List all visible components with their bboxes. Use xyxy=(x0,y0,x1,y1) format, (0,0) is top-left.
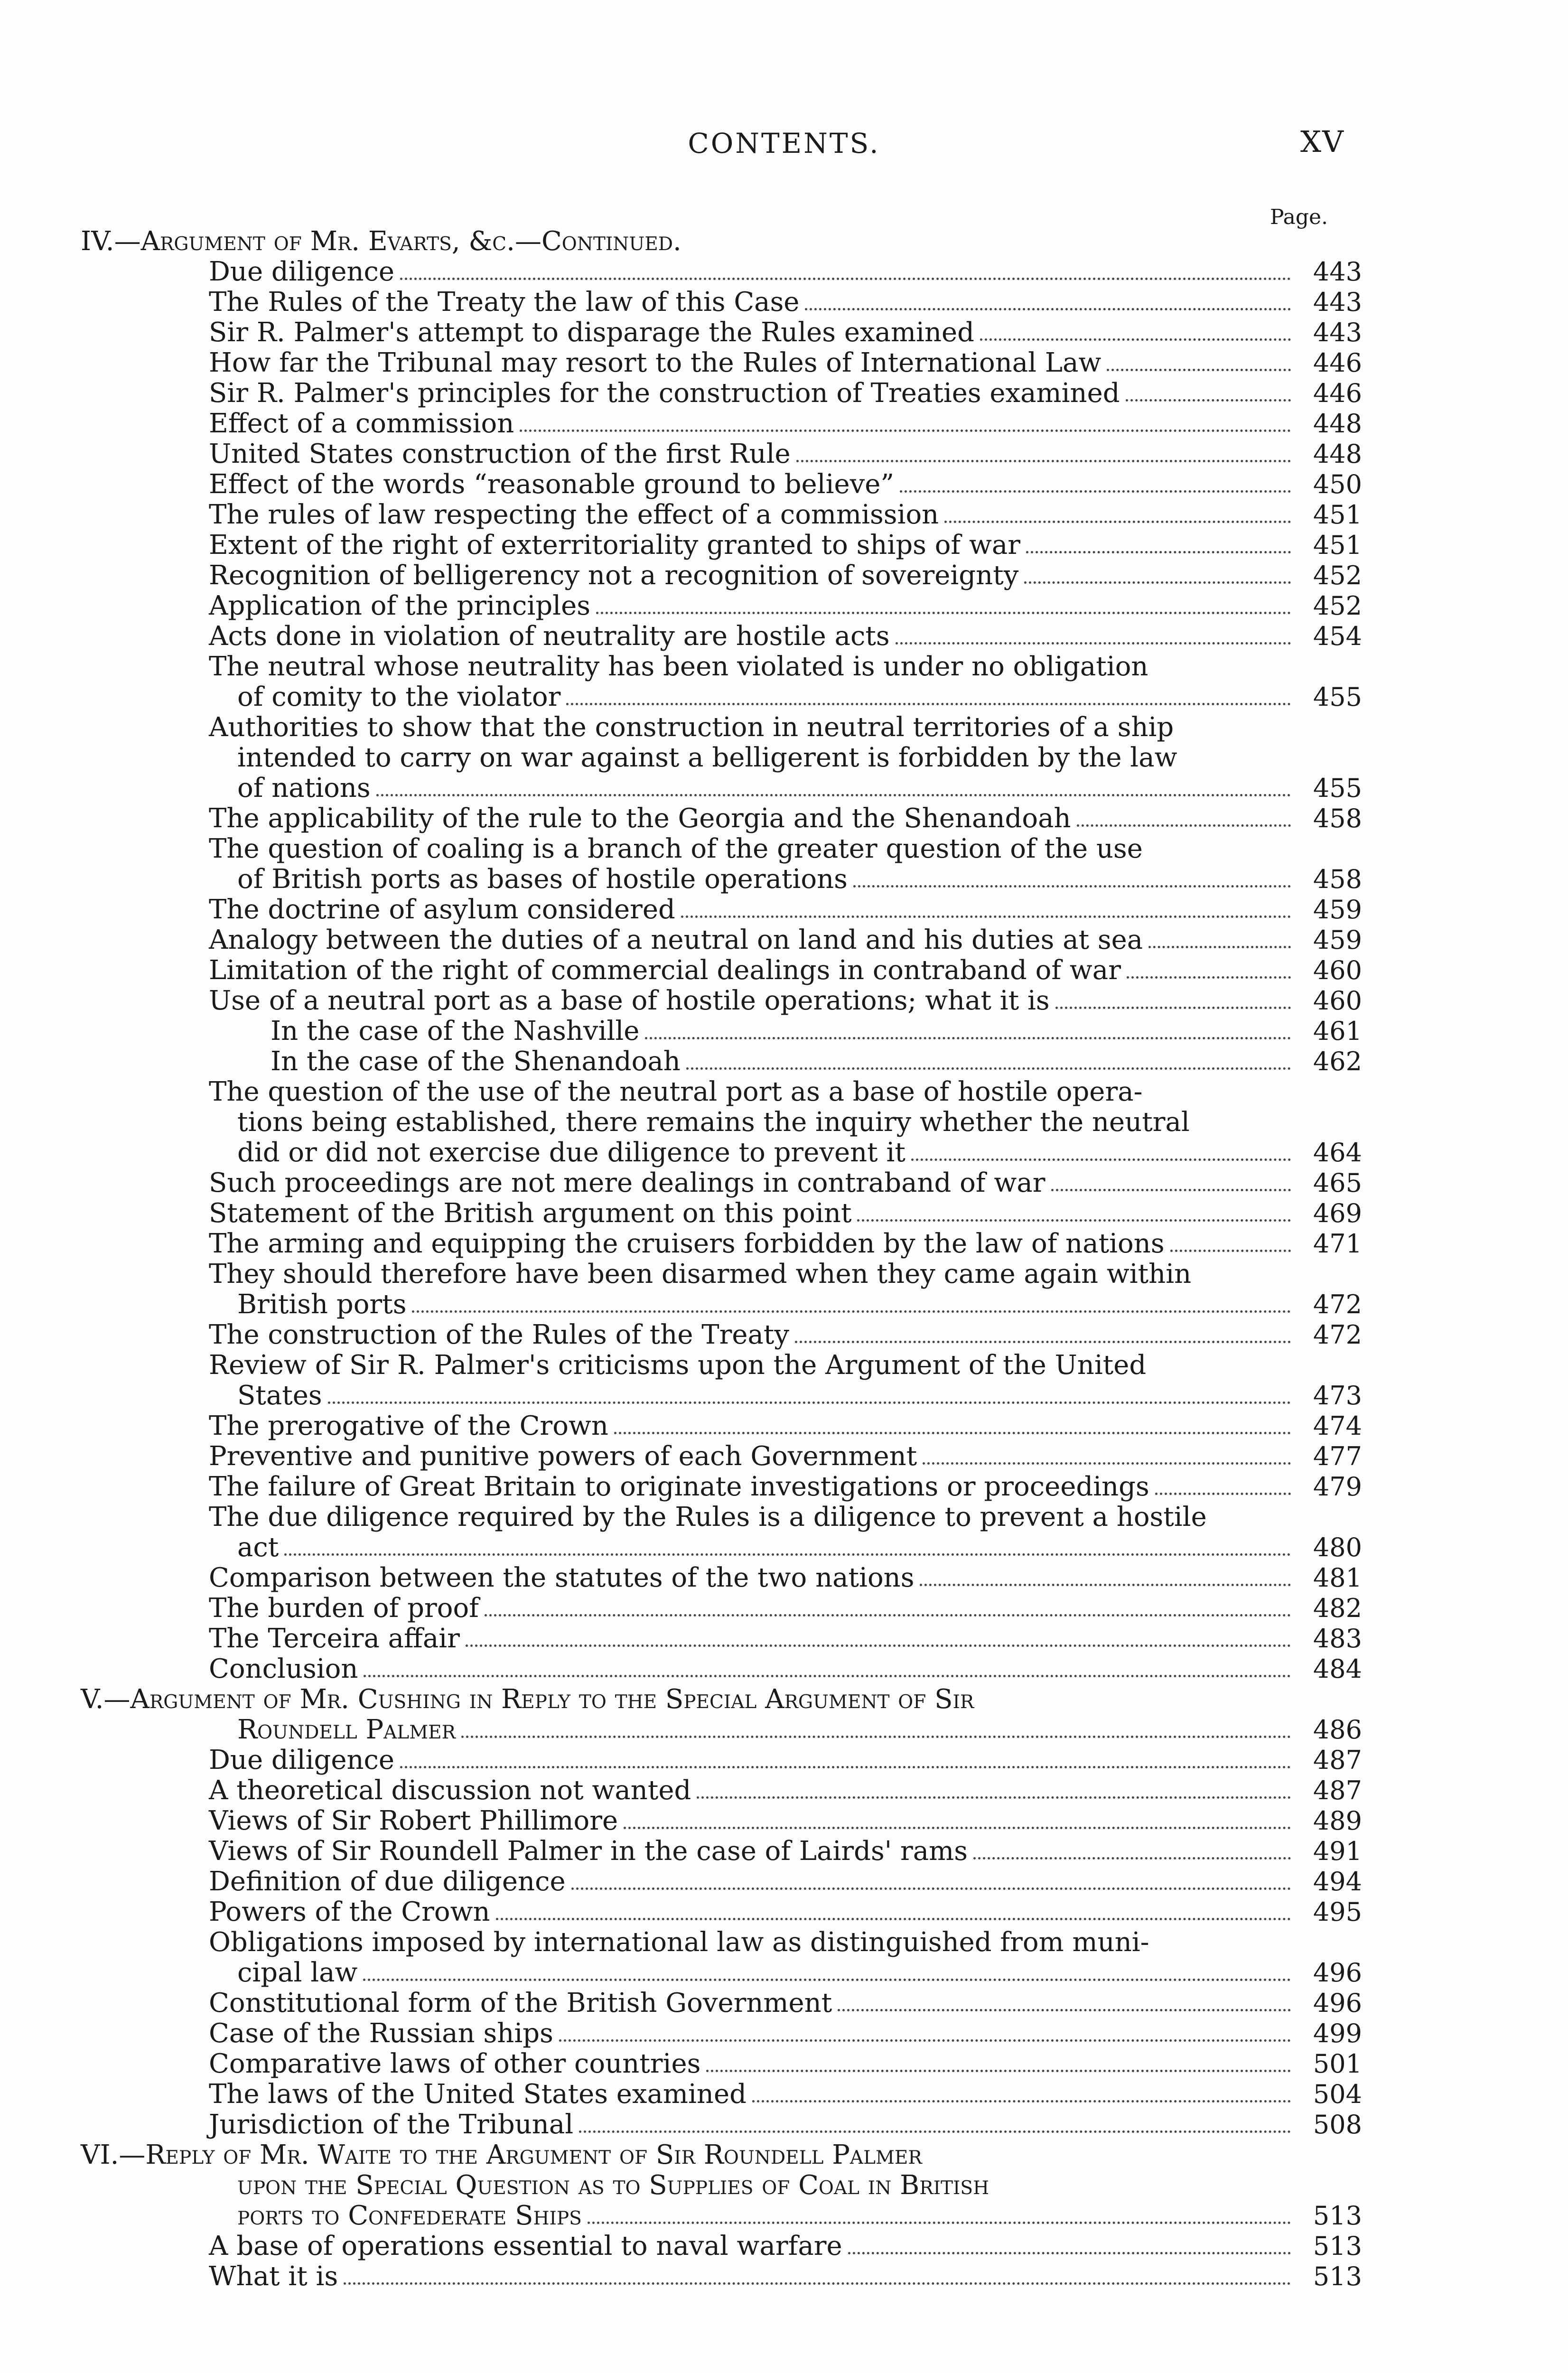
toc-page-number: 446 xyxy=(1313,378,1362,408)
dot-leader xyxy=(1051,1189,1291,1191)
toc-page-number: 459 xyxy=(1313,895,1362,925)
toc-page-number: 448 xyxy=(1313,439,1362,469)
toc-page-number: 496 xyxy=(1313,1988,1362,2018)
toc-page-number: 451 xyxy=(1313,530,1362,560)
toc-entry-text: British ports xyxy=(237,1289,407,1320)
toc-entry-text: Powers of the Crown xyxy=(209,1897,490,1927)
dot-leader xyxy=(645,1037,1291,1039)
toc-entry xyxy=(81,2110,1362,2139)
toc-entry-text: Statement of the British argument on this point xyxy=(209,1198,852,1229)
toc-entry xyxy=(81,1077,1362,1107)
dot-leader xyxy=(1126,399,1291,402)
dot-leader xyxy=(1107,369,1291,371)
page-number-roman: XV xyxy=(1300,124,1344,159)
toc-entry xyxy=(81,834,1362,864)
toc-entry xyxy=(81,288,1362,317)
toc-entry-text: Preventive and punitive powers of each Government xyxy=(209,1441,917,1472)
dot-leader xyxy=(1155,1493,1291,1495)
toc-entry-text: The applicability of the rule to the Georgia and the Shenandoah xyxy=(209,803,1071,834)
dot-leader xyxy=(376,794,1291,796)
toc-page-number: 460 xyxy=(1313,955,1362,985)
toc-entry-text: The laws of the United States examined xyxy=(209,2079,747,2110)
toc-page-number: 461 xyxy=(1313,1016,1362,1046)
toc-page-number: 471 xyxy=(1313,1229,1362,1259)
toc-page-number: 452 xyxy=(1313,591,1362,621)
toc-entry xyxy=(81,257,1362,287)
toc-entry-text: Obligations imposed by international law as distinguished from muni- xyxy=(209,1927,1149,1958)
toc-page-number: 480 xyxy=(1313,1532,1362,1562)
toc-entry xyxy=(81,1806,1362,1836)
toc-entry xyxy=(81,1442,1362,1471)
dot-leader xyxy=(588,2222,1291,2224)
dot-leader xyxy=(328,1401,1291,1404)
dot-leader xyxy=(571,1887,1291,1890)
dot-leader xyxy=(1170,1250,1291,1252)
dot-leader xyxy=(1148,946,1291,948)
toc-entry-text: The question of the use of the neutral port as a base of hostile opera- xyxy=(209,1076,1143,1107)
toc-page-number: 483 xyxy=(1313,1624,1362,1654)
dot-leader xyxy=(520,430,1291,432)
toc-entry xyxy=(81,348,1362,378)
toc-entry xyxy=(81,895,1362,925)
dot-leader xyxy=(857,1219,1291,1222)
dot-leader xyxy=(614,1432,1291,1434)
toc-entry-text: did or did not exercise due diligence to prevent it xyxy=(237,1137,905,1168)
toc-page-number: 474 xyxy=(1313,1411,1362,1441)
toc-entry-text: Case of the Russian ships xyxy=(209,2018,553,2049)
toc-page-number: 486 xyxy=(1313,1715,1362,1745)
dot-leader xyxy=(363,1979,1291,1981)
toc-page-number: 469 xyxy=(1313,1198,1362,1228)
dot-leader xyxy=(1077,824,1291,827)
toc-page-number: 477 xyxy=(1313,1441,1362,1471)
toc-page-number: 501 xyxy=(1313,2049,1362,2079)
toc-entry xyxy=(81,1229,1362,1259)
dot-leader xyxy=(496,1918,1291,1920)
toc-entry xyxy=(81,1168,1362,1198)
toc-entry xyxy=(81,865,1362,894)
toc-page-number: 499 xyxy=(1313,2018,1362,2048)
toc-entry-text: of comity to the violator xyxy=(237,682,561,712)
dot-leader xyxy=(795,1341,1291,1343)
dot-leader xyxy=(364,1675,1291,1677)
toc-entry-text: Jurisdiction of the Tribunal xyxy=(209,2109,574,2140)
toc-entry xyxy=(81,743,1362,773)
toc-page-number: 452 xyxy=(1313,561,1362,590)
toc-entry-text: The rules of law respecting the effect of a commission xyxy=(209,499,939,530)
toc-entry xyxy=(81,1199,1362,1228)
toc-page-number: 479 xyxy=(1313,1472,1362,1502)
toc-entry-text: V.—Argument of Mr. Cushing in Reply to the Special Argument of Sir xyxy=(81,1684,974,1715)
toc-entry-text: The Rules of the Treaty the law of this Case xyxy=(209,287,800,318)
dot-leader xyxy=(920,1584,1291,1586)
toc-entry xyxy=(81,1047,1362,1076)
toc-entry-text: Application of the principles xyxy=(209,590,590,621)
toc-entry xyxy=(81,713,1362,742)
toc-page-number: 487 xyxy=(1313,1745,1362,1775)
toc-entry-text: A theoretical discussion not wanted xyxy=(209,1775,691,1806)
dot-leader xyxy=(596,612,1291,614)
toc-entry xyxy=(81,804,1362,833)
toc-section-heading xyxy=(81,227,1362,256)
toc-entry-text: The neutral whose neutrality has been violated is under no obligation xyxy=(209,651,1148,682)
dot-leader xyxy=(805,308,1291,310)
toc-page-number: 472 xyxy=(1313,1289,1362,1319)
toc-page-number: 443 xyxy=(1313,257,1362,287)
toc-page-number: 482 xyxy=(1313,1593,1362,1623)
toc-entry xyxy=(81,925,1362,955)
toc-entry xyxy=(81,470,1362,499)
dot-leader xyxy=(911,1158,1291,1161)
table-of-contents xyxy=(81,227,1362,2292)
toc-page-number: 513 xyxy=(1313,2231,1362,2261)
toc-page-number: 495 xyxy=(1313,1897,1362,1927)
dot-leader xyxy=(559,2039,1291,2042)
toc-page-number: 455 xyxy=(1313,773,1362,803)
toc-page-number: 443 xyxy=(1313,287,1362,317)
dot-leader xyxy=(461,1736,1291,1738)
toc-entry xyxy=(81,1381,1362,1411)
toc-entry-text: Effect of the words “reasonable ground to believe” xyxy=(209,469,895,500)
toc-page-number: 472 xyxy=(1313,1320,1362,1350)
toc-entry-text: IV.—Argument of Mr. Evarts, &c.—Continued. xyxy=(81,226,681,257)
toc-entry-text: The doctrine of asylum considered xyxy=(209,894,675,925)
toc-entry xyxy=(81,1320,1362,1350)
dot-leader xyxy=(752,2100,1291,2102)
toc-entry xyxy=(81,2171,1362,2200)
toc-entry-text: Such proceedings are not mere dealings in contraband of war xyxy=(209,1168,1045,1198)
toc-entry xyxy=(81,2201,1362,2231)
toc-page-number: 450 xyxy=(1313,469,1362,499)
toc-entry-text: Use of a neutral port as a base of hostile operations; what it is xyxy=(209,985,1050,1016)
page-column-label: Page. xyxy=(1270,205,1328,229)
toc-entry xyxy=(81,409,1362,439)
toc-entry xyxy=(81,439,1362,469)
toc-entry-text: Definition of due diligence xyxy=(209,1866,566,1897)
dot-leader xyxy=(400,1766,1291,1768)
toc-entry xyxy=(81,1260,1362,1289)
toc-entry-text: In the case of the Nashville xyxy=(271,1016,640,1046)
toc-entry-text: Limitation of the right of commercial dealings in contraband of war xyxy=(209,955,1121,986)
toc-entry-text: upon the Special Question as to Supplies of Coal in British xyxy=(237,2170,989,2201)
dot-leader xyxy=(848,2252,1291,2254)
toc-entry-text: States xyxy=(237,1380,322,1411)
toc-page-number: 487 xyxy=(1313,1775,1362,1805)
toc-entry xyxy=(81,986,1362,1016)
toc-page-number: 459 xyxy=(1313,925,1362,955)
toc-page-number: 448 xyxy=(1313,409,1362,439)
toc-page-number: 496 xyxy=(1313,1958,1362,1988)
toc-entry xyxy=(81,956,1362,985)
toc-entry xyxy=(81,561,1362,590)
toc-entry xyxy=(81,1746,1362,1775)
toc-entry xyxy=(81,1503,1362,1532)
toc-entry xyxy=(81,318,1362,347)
dot-leader xyxy=(344,2282,1291,2285)
toc-entry-text: of nations xyxy=(237,773,371,803)
toc-entry-text: A base of operations essential to naval warfare xyxy=(209,2231,842,2261)
dot-leader xyxy=(412,1310,1291,1313)
toc-entry xyxy=(81,1897,1362,1927)
toc-page-number: 513 xyxy=(1313,2261,1362,2291)
toc-page-number: 489 xyxy=(1313,1806,1362,1836)
toc-entry-text: cipal law xyxy=(237,1957,358,1988)
dot-leader xyxy=(681,916,1291,918)
toc-page-number: 446 xyxy=(1313,348,1362,378)
dot-leader xyxy=(1024,581,1291,584)
toc-entry xyxy=(81,2262,1362,2291)
toc-entry-text: Review of Sir R. Palmer's criticisms upon the Argument of the United xyxy=(209,1350,1147,1381)
toc-entry-text: The construction of the Rules of the Treaty xyxy=(209,1319,790,1350)
toc-entry-text: act xyxy=(237,1532,279,1563)
toc-entry-text: Authorities to show that the construction in neutral territories of a ship xyxy=(209,712,1174,743)
toc-entry xyxy=(81,1533,1362,1562)
toc-page-number: 458 xyxy=(1313,864,1362,894)
dot-leader xyxy=(706,2070,1291,2072)
toc-entry xyxy=(81,2019,1362,2048)
toc-entry-text: Extent of the right of exterritoriality granted to ships of war xyxy=(209,530,1021,561)
toc-section-heading xyxy=(81,1685,1362,1714)
dot-leader xyxy=(973,1857,1291,1859)
toc-entry xyxy=(81,1594,1362,1623)
toc-page-number: 454 xyxy=(1313,621,1362,651)
toc-entry xyxy=(81,1776,1362,1805)
toc-entry xyxy=(81,1867,1362,1897)
toc-entry-text: Comparison between the statutes of the two nations xyxy=(209,1562,915,1593)
toc-entry xyxy=(81,652,1362,682)
toc-entry-text: intended to carry on war against a belligerent is forbidden by the law xyxy=(237,742,1177,773)
toc-entry-text: The Terceira affair xyxy=(209,1623,460,1654)
toc-page-number: 513 xyxy=(1313,2201,1362,2231)
toc-entry-text: The prerogative of the Crown xyxy=(209,1411,608,1441)
toc-entry xyxy=(81,1624,1362,1654)
toc-entry-text: VI.—Reply of Mr. Waite to the Argument of Sir Roundell Palmer xyxy=(81,2139,922,2170)
toc-entry-text: The due diligence required by the Rules is a diligence to prevent a hostile xyxy=(209,1502,1207,1532)
toc-page-number: 484 xyxy=(1313,1654,1362,1684)
dot-leader xyxy=(1055,1007,1291,1009)
dot-leader xyxy=(624,1827,1291,1829)
toc-entry xyxy=(81,622,1362,651)
toc-entry-text: Effect of a commission xyxy=(209,408,514,439)
toc-page-number: 464 xyxy=(1313,1138,1362,1168)
toc-entry-text: Roundell Palmer xyxy=(237,1714,456,1745)
dot-leader xyxy=(697,1796,1291,1799)
dot-leader xyxy=(284,1553,1291,1556)
toc-entry xyxy=(81,1563,1362,1593)
dot-leader xyxy=(1026,551,1291,553)
toc-page-number: 481 xyxy=(1313,1563,1362,1593)
toc-page-number: 451 xyxy=(1313,500,1362,530)
toc-entry-text: Due diligence xyxy=(209,256,395,287)
toc-entry-text: The question of coaling is a branch of the greater question of the use xyxy=(209,833,1143,864)
toc-entry-text: Conclusion xyxy=(209,1654,358,1684)
toc-entry-text: Analogy between the duties of a neutral on land and his duties at sea xyxy=(209,925,1143,955)
dot-leader xyxy=(896,642,1291,645)
toc-entry-text: United States construction of the first Rule xyxy=(209,439,791,469)
toc-entry xyxy=(81,2049,1362,2079)
toc-entry xyxy=(81,379,1362,408)
dot-leader xyxy=(796,460,1291,462)
toc-page-number: 460 xyxy=(1313,986,1362,1016)
dot-leader xyxy=(686,1067,1291,1070)
toc-entry xyxy=(81,500,1362,530)
dot-leader xyxy=(944,521,1291,523)
toc-entry-text: In the case of the Shenandoah xyxy=(271,1046,681,1077)
toc-entry xyxy=(81,2232,1362,2261)
dot-leader xyxy=(980,338,1291,341)
toc-entry-text: Comparative laws of other countries xyxy=(209,2048,701,2079)
toc-page-number: 458 xyxy=(1313,803,1362,833)
toc-entry xyxy=(81,1958,1362,1988)
toc-page-number: 494 xyxy=(1313,1867,1362,1897)
toc-section-heading xyxy=(81,2140,1362,2170)
toc-entry-text: Sir R. Palmer's principles for the construction of Treaties examined xyxy=(209,378,1120,409)
toc-entry xyxy=(81,1715,1362,1745)
toc-entry-text: The arming and equipping the cruisers forbidden by the law of nations xyxy=(209,1228,1165,1259)
toc-page-number: 462 xyxy=(1313,1046,1362,1076)
toc-entry-text: How far the Tribunal may resort to the Rules of International Law xyxy=(209,347,1101,378)
dot-leader xyxy=(579,2130,1291,2133)
dot-leader xyxy=(400,278,1291,280)
toc-entry xyxy=(81,1928,1362,1957)
dot-leader xyxy=(466,1644,1291,1647)
toc-page-number: 473 xyxy=(1313,1381,1362,1411)
toc-entry xyxy=(81,1351,1362,1380)
toc-entry xyxy=(81,1290,1362,1319)
toc-entry xyxy=(81,682,1362,712)
toc-entry-text: What it is xyxy=(209,2261,338,2292)
toc-entry-text: Recognition of belligerency not a recognition of sovereignty xyxy=(209,560,1019,591)
toc-entry xyxy=(81,1411,1362,1441)
toc-entry-text: of British ports as bases of hostile operations xyxy=(237,864,848,895)
toc-entry xyxy=(81,1837,1362,1866)
toc-entry-text: Sir R. Palmer's attempt to disparage the Rules examined xyxy=(209,317,975,348)
dot-leader xyxy=(1127,976,1291,979)
toc-entry-text: They should therefore have been disarmed when they came again within xyxy=(209,1259,1192,1289)
toc-entry xyxy=(81,774,1362,803)
toc-page-number: 491 xyxy=(1313,1836,1362,1866)
toc-entry-text: Acts done in violation of neutrality are hostile acts xyxy=(209,621,890,652)
toc-entry xyxy=(81,1472,1362,1502)
toc-entry-text: Due diligence xyxy=(209,1745,395,1775)
toc-entry-text: tions being established, there remains the inquiry whether the neutral xyxy=(237,1107,1190,1138)
dot-leader xyxy=(900,490,1291,493)
dot-leader xyxy=(853,885,1291,888)
toc-entry xyxy=(81,1108,1362,1137)
toc-entry-text: Views of Sir Robert Phillimore xyxy=(209,1805,618,1836)
dot-leader xyxy=(566,703,1291,705)
toc-entry xyxy=(81,591,1362,621)
dot-leader xyxy=(485,1614,1291,1616)
toc-page-number: 504 xyxy=(1313,2079,1362,2109)
toc-entry xyxy=(81,531,1362,560)
running-head-title: CONTENTS. xyxy=(688,127,880,159)
dot-leader xyxy=(838,2009,1291,2011)
toc-entry xyxy=(81,1017,1362,1046)
toc-entry xyxy=(81,1989,1362,2018)
toc-entry xyxy=(81,1138,1362,1168)
toc-entry-text: Views of Sir Roundell Palmer in the case of Lairds' rams xyxy=(209,1836,968,1867)
dot-leader xyxy=(923,1462,1291,1465)
toc-entry-text: ports to Confederate Ships xyxy=(237,2200,582,2231)
toc-entry-text: The failure of Great Britain to originate investigations or proceedings xyxy=(209,1471,1149,1502)
toc-entry xyxy=(81,2080,1362,2109)
toc-page-number: 465 xyxy=(1313,1168,1362,1198)
toc-entry-text: Constitutional form of the British Government xyxy=(209,1988,832,2018)
toc-page-number: 443 xyxy=(1313,318,1362,347)
toc-page-number: 508 xyxy=(1313,2110,1362,2139)
toc-page-number: 455 xyxy=(1313,682,1362,712)
toc-entry-text: The burden of proof xyxy=(209,1593,479,1624)
toc-entry xyxy=(81,1654,1362,1684)
